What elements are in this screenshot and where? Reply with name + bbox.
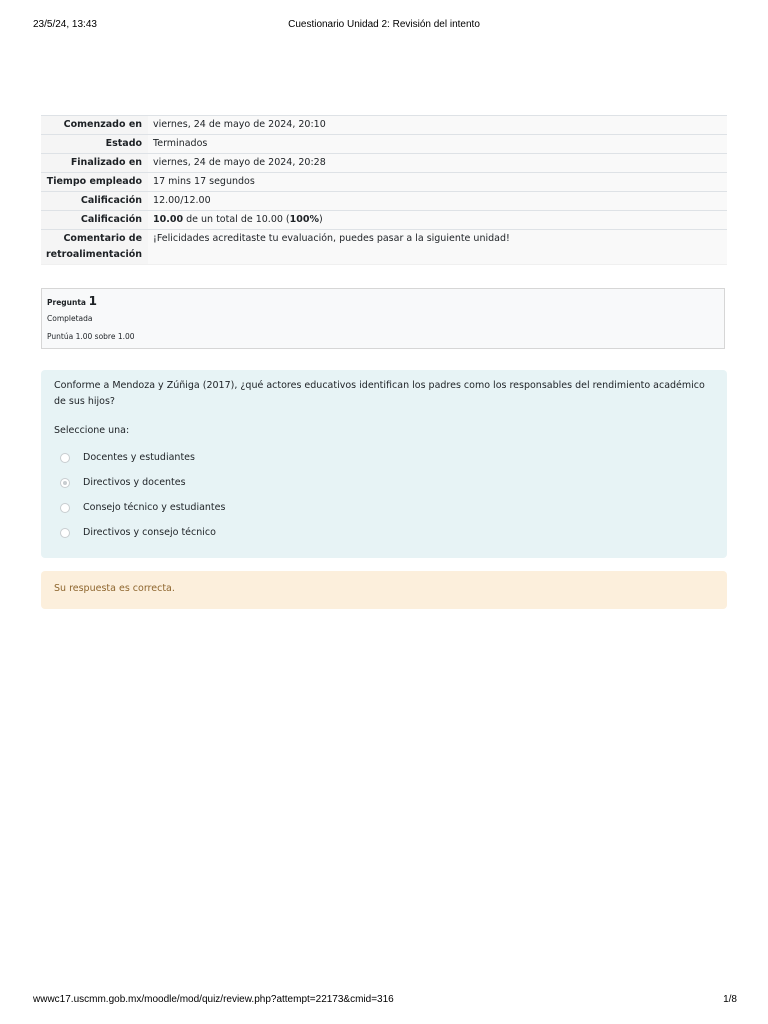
feedback-text: Su respuesta es correcta. <box>54 583 175 594</box>
summary-value: viernes, 24 de mayo de 2024, 20:10 <box>148 116 727 135</box>
print-footer <box>33 994 737 1008</box>
answer-option[interactable] <box>54 520 714 545</box>
summary-row-finished <box>41 154 727 173</box>
summary-label: Calificación <box>41 192 148 211</box>
answer-label: Docentes y estudiantes <box>83 452 195 463</box>
summary-value: viernes, 24 de mayo de 2024, 20:28 <box>148 154 727 173</box>
question-state: Completada <box>47 314 93 323</box>
summary-row-time-taken <box>41 173 727 192</box>
print-page-title: Cuestionario Unidad 2: Revisión del intento <box>288 19 480 30</box>
question-prompt: Conforme a Mendoza y Zúñiga (2017), ¿qué actores educativos identifican los padres como los responsables del rendimiento académico de sus hijos? <box>54 380 705 407</box>
summary-row-grade <box>41 211 727 230</box>
question-heading <box>47 294 719 310</box>
question-number: 1 <box>88 294 97 308</box>
feedback-box <box>41 571 727 609</box>
summary-row-started <box>41 116 727 135</box>
radio-button[interactable] <box>60 528 70 538</box>
answer-label: Directivos y docentes <box>83 477 186 488</box>
summary-value: Terminados <box>148 135 727 154</box>
summary-row-state <box>41 135 727 154</box>
print-date: 23/5/24, 13:43 <box>33 19 97 30</box>
summary-value <box>148 211 727 230</box>
summary-row-marks <box>41 192 727 211</box>
print-page-number: 1/8 <box>723 994 737 1005</box>
summary-label: Finalizado en <box>41 154 148 173</box>
print-header <box>33 19 735 33</box>
summary-value: 17 mins 17 segundos <box>148 173 727 192</box>
question-grade: Puntúa 1.00 sobre 1.00 <box>47 332 135 341</box>
radio-button[interactable] <box>60 453 70 463</box>
answer-options <box>54 445 714 545</box>
grade-score: 10.00 <box>153 214 184 225</box>
summary-label: Tiempo empleado <box>41 173 148 192</box>
summary-row-feedback <box>41 230 727 265</box>
print-url: wwwc17.uscmm.gob.mx/moodle/mod/quiz/review.php?attempt=22173&cmid=316 <box>33 994 394 1005</box>
answer-option[interactable] <box>54 495 714 520</box>
question-content <box>41 370 727 558</box>
answer-option[interactable] <box>54 445 714 470</box>
attempt-summary-table <box>41 115 727 265</box>
answer-label: Directivos y consejo técnico <box>83 527 216 538</box>
summary-value: ¡Felicidades acreditaste tu evaluación, puedes pasar a la siguiente unidad! <box>148 230 727 265</box>
summary-label: Calificación <box>41 211 148 230</box>
radio-button[interactable] <box>60 503 70 513</box>
question-label: Pregunta <box>47 298 86 307</box>
answer-option[interactable] <box>54 470 714 495</box>
summary-label: Comentario de retroalimentación <box>41 230 148 265</box>
select-one-label: Seleccione una: <box>54 425 130 436</box>
answer-label: Consejo técnico y estudiantes <box>83 502 226 513</box>
summary-label: Comenzado en <box>41 116 148 135</box>
radio-button-selected[interactable] <box>60 478 70 488</box>
question-info-box <box>41 288 725 349</box>
grade-close-paren: ) <box>319 214 323 225</box>
summary-value: 12.00/12.00 <box>148 192 727 211</box>
grade-percent: 100% <box>289 214 319 225</box>
summary-label: Estado <box>41 135 148 154</box>
grade-total-text: de un total de 10.00 ( <box>183 214 290 225</box>
